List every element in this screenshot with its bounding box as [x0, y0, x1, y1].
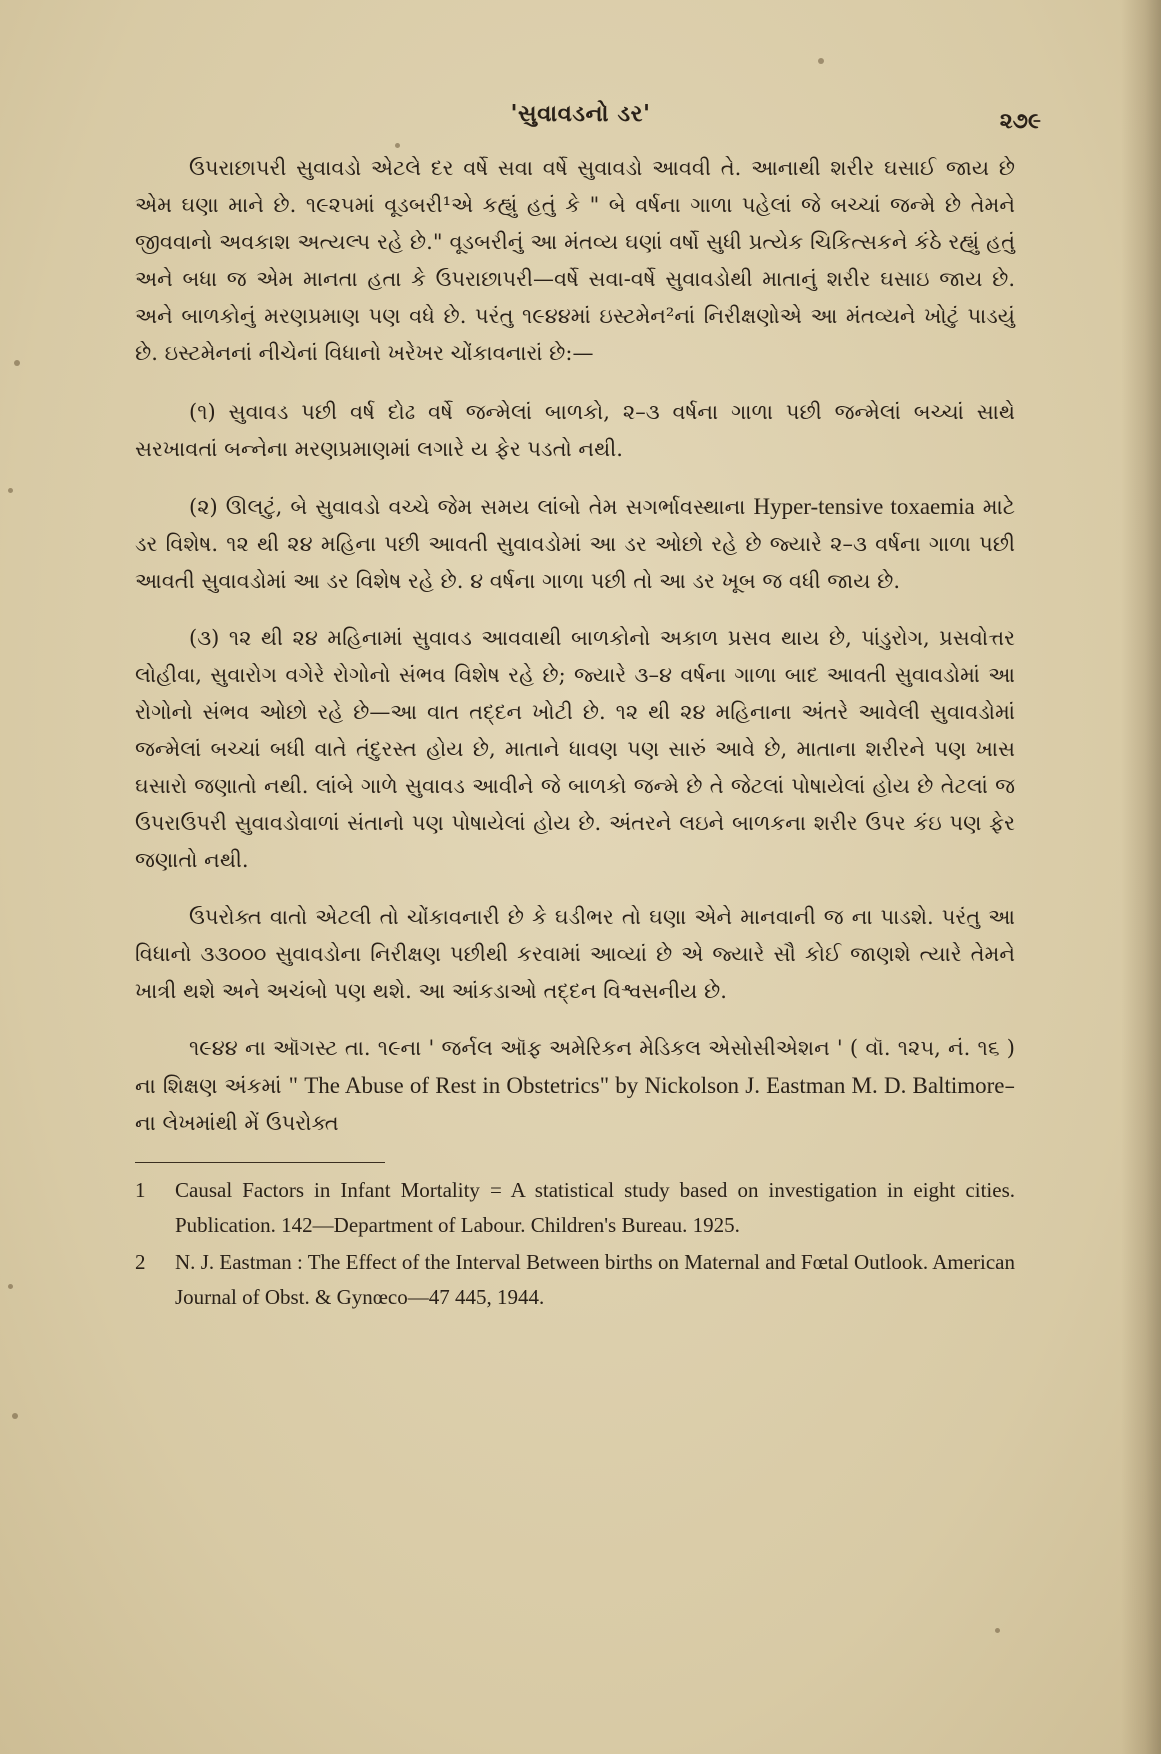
footnote-text: Causal Factors in Infant Mortality = A statistical study based on investigation in eight cities. Publication. 142—Department of Labour. Children's Bureau. 1925. — [175, 1178, 1015, 1237]
footnote-number: 1 — [135, 1178, 146, 1202]
page-body — [135, 150, 1015, 1317]
source-text-start: ૧૯૪૪ ના ઑગસ્ટ તા. ૧૯ના ' જર્નલ ઑફ અમેરિકન મેડિકલ એસોસીએશન ' ( વૉ. ૧૨૫, નં. ૧૬ ) ના શિક્ષણ અંકમાં — [135, 1036, 1015, 1098]
footnote-divider — [135, 1162, 385, 1163]
page-number: ૨૭૯ — [999, 108, 1041, 134]
paper-speck — [14, 360, 20, 366]
paragraph-point-2 — [135, 488, 1015, 600]
page-header — [120, 100, 1041, 140]
point-2-text-end: માટે ડર વિશેષ. ૧૨ થી ૨૪ મહિના પછી આવતી સુવાવડોમાં આ ડર ઓછો રહે છે જ્યારે ૨–૩ વર્ષના ગાળા પછી આવતી સુવાવડોમાં આ ડર વિશેષ રહે છે. ૪ વર્ષના ગાળા પછી તો આ ડર ખૂબ જ વધી જાય છે. — [135, 495, 1016, 593]
paragraph-point-1: (૧) સુવાવડ પછી વર્ષ દોઢ વર્ષે જન્મેલાં બાળકો, ૨–૩ વર્ષના ગાળા પછી જન્મેલાં બચ્ચાં સાથે સરખાવતાં બન્નેના મરણપ્રમાણમાં લગારે ય ફેર પડતો નથી. — [135, 400, 1015, 461]
source-article-title: " The Abuse of Rest in Obstetrics" by Nickolson J. Eastman M. D. Baltimore — [288, 1073, 1005, 1098]
source-text-end: –ના લેખમાંથી મેં ઉપરોક્ત — [135, 1074, 1015, 1135]
point-2-english-term: Hyper-tensive toxaemia — [753, 494, 975, 519]
paper-speck — [8, 1284, 13, 1289]
point-2-text-start: (૨) ઊલટું, બે સુવાવડો વચ્ચે જેમ સમય લાંબો તેમ સગર્ભાવસ્થાના — [189, 495, 754, 519]
running-title: 'સુવાવડનો ડર' — [510, 100, 651, 127]
paragraph-source — [135, 1030, 1015, 1142]
paper-speck — [995, 1628, 1000, 1633]
footnote-1 — [135, 1173, 1015, 1243]
paragraph-conclusion: ઉપરોક્ત વાતો એટલી તો ચોંકાવનારી છે કે ઘડીભર તો ઘણા એને માનવાની જ ના પાડશે. પરંતુ આ વિધાનો ૩૩૦૦૦ સુવાવડોના નિરીક્ષણ પછીથી કરવામાં આવ્યાં છે એ જ્યારે સૌ કોઈ જાણશે ત્યારે તેમને ખાત્રી થશે અને અચંબો પણ થશે. આ આંકડાઓ તદ્દન વિશ્વસનીય છે. — [135, 905, 1015, 1003]
paper-speck — [8, 488, 13, 493]
page-spine-shadow — [1121, 0, 1161, 1754]
footnotes — [135, 1173, 1015, 1315]
paragraph-intro: ઉપરાછાપરી સુવાવડો એટલે દર વર્ષે સવા વર્ષે સુવાવડો આવવી તે. આનાથી શરીર ઘસાઈ જાય છે એમ ઘણા માને છે. ૧૯૨૫માં વૂડબરી¹એ કહ્યું હતું કે " બે વર્ષના ગાળા પહેલાં જે બચ્ચાં જન્મે છે તેમને જીવવાનો અવકાશ અત્યલ્પ રહે છે." વૂડબરીનું આ મંતવ્ય ઘણાં વર્ષો સુધી પ્રત્યેક ચિકિત્સકને કંઠે રહ્યું હતું અને બધા જ એમ માનતા હતા કે ઉપરાછાપરી—વર્ષે સવા-વર્ષે સુવાવડોથી માતાનું શરીર ઘસાઇ જાય છે. અને બાળકોનું મરણપ્રમાણ પણ વધે છે. પરંતુ ૧૯૪૪માં ઇસ્ટમેન²નાં નિરીક્ષણોએ આ મંતવ્યને ખોટું પાડયું છે. ઇસ્ટમેનનાં નીચેનાં વિધાનો ખરેખર ચોંકાવનારાં છે:— — [135, 156, 1015, 365]
footnote-text: N. J. Eastman : The Effect of the Interval Between births on Maternal and Fœtal Outlook. American Journal of Obst. & Gynœco—47 445, 1944. — [175, 1250, 1015, 1309]
footnote-2 — [135, 1245, 1015, 1315]
paper-speck — [12, 1413, 18, 1419]
paragraph-point-3: (૩) ૧૨ થી ૨૪ મહિનામાં સુવાવડ આવવાથી બાળકોનો અકાળ પ્રસવ થાય છે, પાંડુરોગ, પ્રસવોત્તર લોહીવા, સુવારોગ વગેરે રોગોનો સંભવ વિશેષ રહે છે; જ્યારે ૩–૪ વર્ષના ગાળા બાદ આવતી સુવાવડોમાં આ રોગોનો સંભવ ઓછો રહે છે—આ વાત તદ્દન ખોટી છે. ૧૨ થી ૨૪ મહિનાના અંતરે આવેલી સુવાવડોમાં જન્મેલાં બચ્ચાં બધી વાતે તંદુરસ્ત હોય છે, માતાને ધાવણ પણ સારું આવે છે, માતાના શરીરને પણ ખાસ ઘસારો જણાતો નથી. લાંબે ગાળે સુવાવડ આવીને જે બાળકો જન્મે છે તે જેટલાં પોષાયેલાં હોય છે તેટલાં જ ઉપરાઉપરી સુવાવડોવાળાં સંતાનો પણ પોષાયેલાં હોય છે. અંતરને લઇને બાળકના શરીર ઉપર કંઇ પણ ફેર જણાતો નથી. — [135, 626, 1015, 872]
paper-speck — [818, 58, 824, 64]
paper-speck — [395, 143, 400, 148]
footnote-number: 2 — [135, 1250, 146, 1274]
